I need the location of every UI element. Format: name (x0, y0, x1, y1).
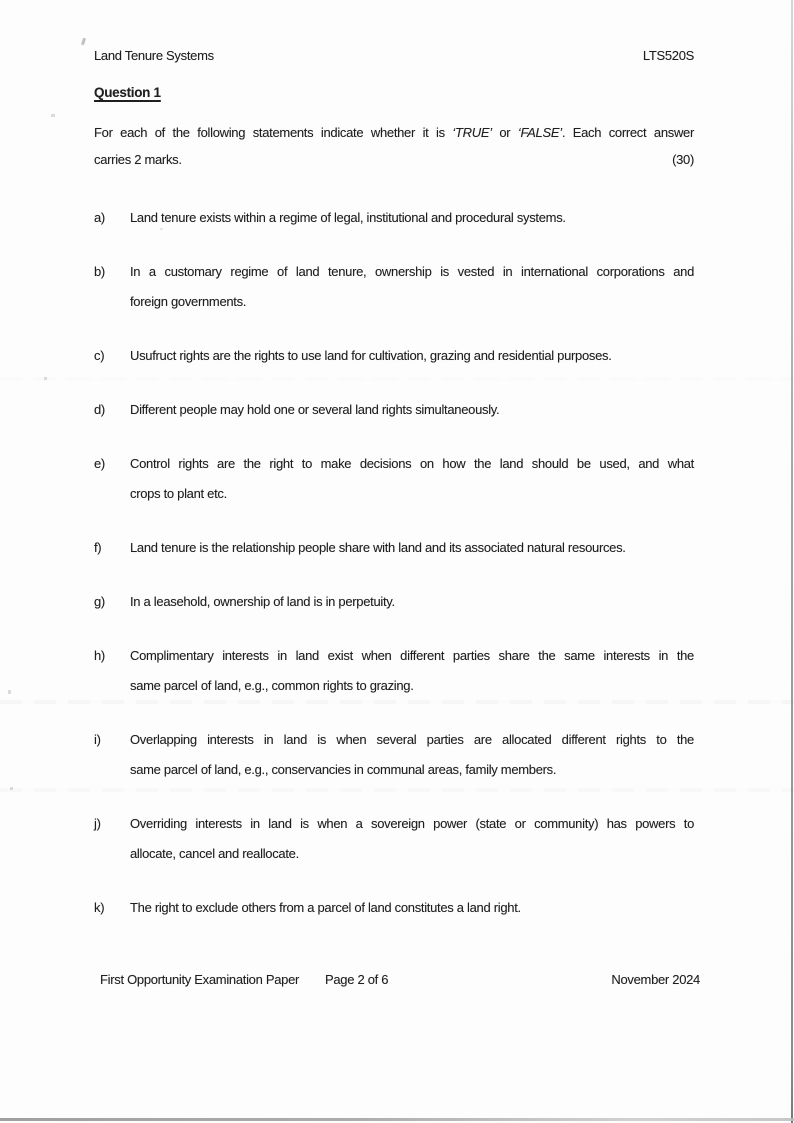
item-label: e) (94, 456, 105, 471)
item-label: b) (94, 264, 105, 279)
item-body (130, 725, 694, 785)
item-line: In a leasehold, ownership of land is in perpetuity. (130, 594, 395, 609)
statement-list (94, 203, 694, 923)
statement-item (94, 725, 694, 785)
item-body (130, 341, 694, 371)
statement-item (94, 395, 694, 425)
intro-marks-text: carries 2 marks. (94, 152, 182, 167)
item-line: allocate, cancel and reallocate. (130, 846, 299, 861)
intro-line-2 (94, 146, 694, 173)
item-line: foreign governments. (130, 294, 247, 309)
item-label: h) (94, 648, 105, 663)
item-body (130, 395, 694, 425)
footer-page-number: Page 2 of 6 (325, 972, 389, 987)
true-label: ‘TRUE’ (452, 125, 492, 140)
scan-edge-right (791, 0, 793, 1123)
item-body (130, 641, 694, 701)
statement-item (94, 533, 694, 563)
item-body (130, 809, 694, 869)
item-line: same parcel of land, e.g., conservancies in communal areas, family members. (130, 762, 557, 777)
item-line: crops to plant etc. (130, 486, 227, 501)
item-body (130, 893, 694, 923)
item-line: Overlapping interests in land is when several parties are allocated different rights to the (130, 732, 694, 747)
marks-total: (30) (672, 152, 694, 167)
item-label: k) (94, 900, 105, 915)
statement-item (94, 893, 694, 923)
item-body (130, 203, 694, 233)
item-line: The right to exclude others from a parcel of land constitutes a land right. (130, 900, 521, 915)
scan-speck (160, 228, 163, 230)
item-line: Land tenure is the relationship people share with land and its associated natural resources. (130, 540, 626, 555)
item-line: In a customary regime of land tenure, ownership is vested in international corporations and (130, 264, 694, 279)
intro-text: For each of the following statements indicate whether it is (94, 125, 453, 140)
page-content (94, 48, 694, 947)
statement-item (94, 587, 694, 617)
item-body (130, 587, 694, 617)
item-body (130, 533, 694, 563)
item-label: d) (94, 402, 105, 417)
scan-streak (0, 377, 794, 381)
statement-item (94, 257, 694, 317)
item-line: Complimentary interests in land exist when different parties share the same interests in the (130, 648, 694, 663)
question-intro (94, 119, 694, 173)
item-label: g) (94, 594, 105, 609)
course-code: LTS520S (642, 48, 694, 63)
scan-streak (0, 788, 794, 792)
item-body (130, 257, 694, 317)
item-line: Control rights are the right to make decisions on how the land should be used, and what (130, 456, 694, 471)
scan-speck (8, 690, 11, 694)
item-label: c) (94, 348, 105, 363)
page-header (94, 48, 694, 64)
item-label: a) (94, 210, 105, 225)
footer-date: November 2024 (611, 972, 700, 987)
intro-line-1 (94, 119, 694, 146)
item-label: f) (94, 540, 102, 555)
false-label: ‘FALSE’ (517, 125, 562, 140)
item-line: Usufruct rights are the rights to use land for cultivation, grazing and residential purposes. (130, 348, 612, 363)
scan-speck (10, 787, 13, 790)
intro-text-post: . Each correct answer (561, 125, 695, 140)
scan-speck (44, 377, 47, 380)
item-line: Overriding interests in land is when a sovereign power (state or community) has powers to (130, 816, 694, 831)
scan-edge-bottom (0, 1118, 794, 1121)
statement-item (94, 641, 694, 701)
scan-streak (0, 700, 794, 704)
statement-item (94, 341, 694, 371)
footer-exam-type: First Opportunity Examination Paper (100, 972, 300, 987)
scan-speck (81, 38, 86, 46)
course-title: Land Tenure Systems (94, 48, 214, 63)
question-title: Question 1 (94, 85, 161, 100)
item-label: j) (94, 816, 101, 831)
item-label: i) (94, 732, 101, 747)
statement-item (94, 203, 694, 233)
scan-speck (51, 114, 55, 117)
item-body (130, 449, 694, 509)
intro-conjunction: or (491, 125, 518, 140)
item-line: Land tenure exists within a regime of legal, institutional and procedural systems. (130, 210, 566, 225)
statement-item (94, 449, 694, 509)
item-line: same parcel of land, e.g., common rights to grazing. (130, 678, 414, 693)
statement-item (94, 809, 694, 869)
item-line: Different people may hold one or several land rights simultaneously. (130, 402, 500, 417)
